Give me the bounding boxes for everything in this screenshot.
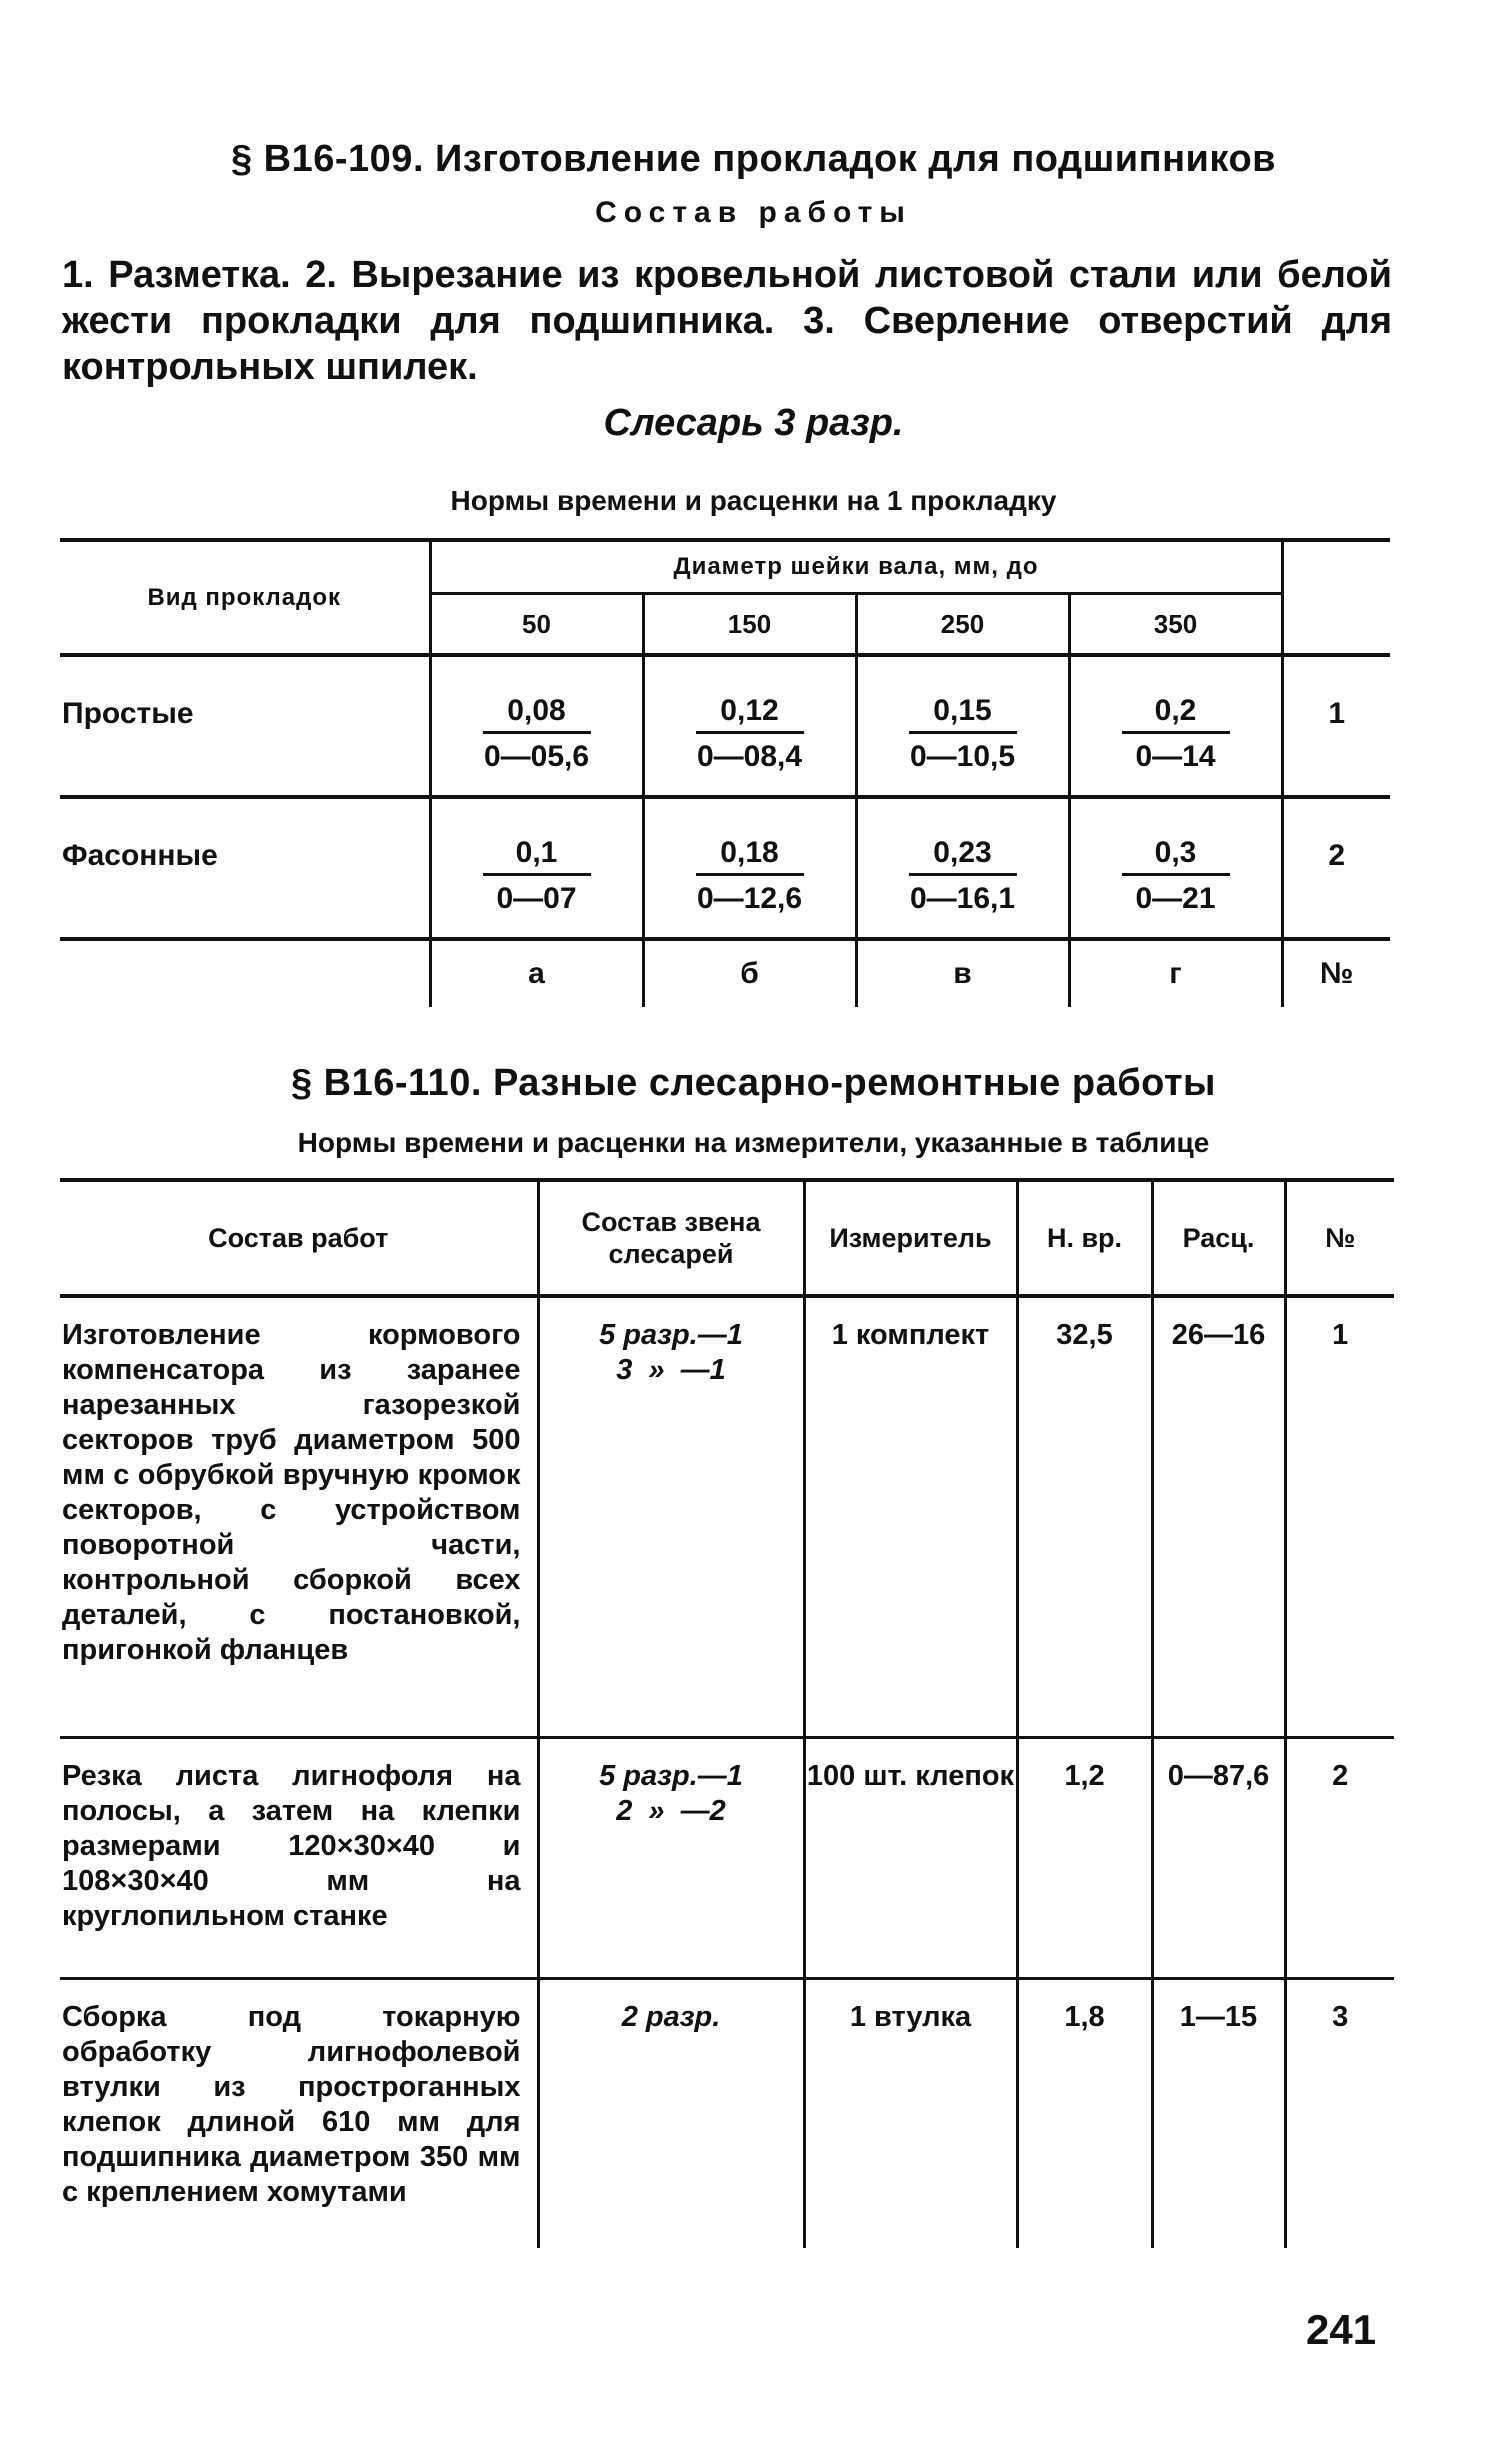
rate-value: 26—16 xyxy=(1152,1296,1285,1738)
work-description: Резка листа лигнофоля на полосы, а затем на клепки размерами 120×30×40 и 108×30×40 мм на круглопильном станке xyxy=(60,1738,538,1979)
work-description: Изготовление кормового компенсатора из заранее нарезанных газорезкой секторов труб диаметром 500 мм с обрубкой вручную кромок секторов, с устройством поворотной части, контрольной сборкой всех деталей, с постановкой, пригонкой фланцев xyxy=(62,1319,521,1666)
norm-cell: 0,12 0—08,4 xyxy=(643,655,856,797)
header-shaft-diameter: Диаметр шейки вала, мм, до xyxy=(430,540,1282,594)
table-row xyxy=(60,1979,1394,2249)
row-number: 3 xyxy=(1285,1979,1394,2249)
norm-cell: 0,3 0—21 xyxy=(1069,797,1282,939)
measure-unit: 1 комплект xyxy=(804,1296,1017,1738)
size-150: 150 xyxy=(643,594,856,656)
page-number: 241 xyxy=(1306,2306,1377,2353)
row-number: 1 xyxy=(1282,655,1390,797)
header-crew: Состав звена слесарей xyxy=(538,1180,804,1296)
header-rate: Расц. xyxy=(1152,1180,1285,1296)
norm-cell: 0,23 0—16,1 xyxy=(856,797,1069,939)
time-norm: 1,8 xyxy=(1017,1979,1152,2249)
time-norm: 32,5 xyxy=(1017,1296,1152,1738)
norm-cell: 0,08 0—05,6 xyxy=(430,655,643,797)
row-label-shaped: Фасонные xyxy=(60,797,430,939)
column-letters-row xyxy=(60,939,1390,1007)
norm-cell: 0,18 0—12,6 xyxy=(643,797,856,939)
crew-composition: 5 разр.—1 3 » —1 xyxy=(538,1296,804,1738)
work-composition-heading: Состав работы xyxy=(595,196,912,229)
measure-unit: 100 шт. клепок xyxy=(804,1738,1017,1979)
size-350: 350 xyxy=(1069,594,1282,656)
header-no: № xyxy=(1285,1180,1394,1296)
section-title-b16-110: § В16-110. Разные слесарно-ремонтные работы xyxy=(290,1062,1217,1104)
table-row xyxy=(60,655,1390,797)
column-letter: а xyxy=(430,939,643,1007)
crew-composition: 5 разр.—1 2 » —2 xyxy=(538,1738,804,1979)
norm-cell: 0,2 0—14 xyxy=(1069,655,1282,797)
work-description: Сборка под токарную обработку лигнофолевой втулки из прострогaнных клепок длиной 610 мм для подшипника диаметром 350 мм с креплением хомутами xyxy=(60,1979,538,2249)
row-label-simple: Простые xyxy=(60,655,430,797)
header-measure: Измеритель xyxy=(804,1180,1017,1296)
repair-works-table xyxy=(60,1178,1394,2248)
table2-caption: Нормы времени и расценки на измерители, указанные в таблице xyxy=(297,1127,1210,1158)
column-letter: г xyxy=(1069,939,1282,1007)
rate-value: 1—15 xyxy=(1152,1979,1285,2249)
empty-cell xyxy=(60,939,430,1007)
column-letter: в xyxy=(856,939,1069,1007)
row-number: 1 xyxy=(1285,1296,1394,1738)
crew-composition: 2 разр. xyxy=(538,1979,804,2249)
work-steps-paragraph: 1. Разметка. 2. Вырезание из кровельной листовой стали или белой жести прокладки для подшипника. 3. Сверление отверстий для контрольных шпилек. xyxy=(62,254,1392,388)
table1-caption: Нормы времени и расценки на 1 прокладку xyxy=(450,485,1057,516)
rate-value: 0—87,6 xyxy=(1152,1738,1285,1979)
size-250: 250 xyxy=(856,594,1069,656)
gasket-norms-table xyxy=(60,538,1390,1007)
row-number: 2 xyxy=(1285,1738,1394,1979)
measure-unit: 1 втулка xyxy=(804,1979,1017,2249)
header-gasket-type: Вид прокладок xyxy=(60,540,430,655)
no-label: № xyxy=(1282,939,1390,1007)
size-50: 50 xyxy=(430,594,643,656)
header-no-empty xyxy=(1282,540,1390,655)
table-row xyxy=(60,797,1390,939)
norm-cell: 0,1 0—07 xyxy=(430,797,643,939)
section-title-b16-109: § В16-109. Изготовление прокладок для подшипников xyxy=(230,138,1277,180)
time-norm: 1,2 xyxy=(1017,1738,1152,1979)
row-number: 2 xyxy=(1282,797,1390,939)
table-row xyxy=(60,1738,1394,1979)
norm-cell: 0,15 0—10,5 xyxy=(856,655,1069,797)
header-time-norm: Н. вр. xyxy=(1017,1180,1152,1296)
worker-grade: Слесарь 3 разр. xyxy=(603,402,904,444)
table-row xyxy=(60,1296,1394,1738)
column-letter: б xyxy=(643,939,856,1007)
header-work: Состав работ xyxy=(60,1180,538,1296)
